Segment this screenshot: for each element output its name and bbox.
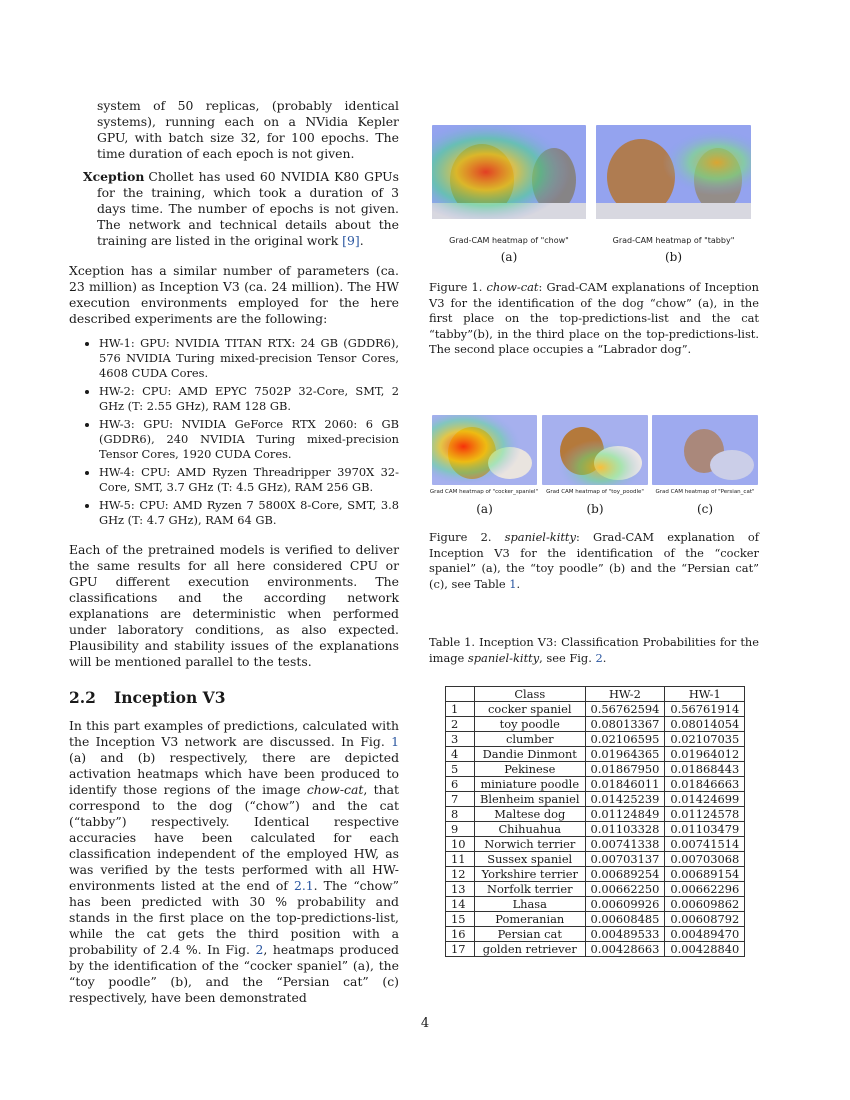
class-cell: Chihuahua [475, 822, 586, 837]
fig-ref-link[interactable]: 2 [595, 650, 603, 665]
probability-cell: 0.01964012 [665, 747, 745, 762]
class-cell: Maltese dog [475, 807, 586, 822]
rank-cell: 1 [446, 702, 475, 717]
class-cell: miniature poodle [475, 777, 586, 792]
probability-cell: 0.01124849 [585, 807, 665, 822]
probability-cell: 0.02106595 [585, 732, 665, 747]
table-row [446, 792, 745, 807]
rank-cell: 15 [446, 912, 475, 927]
probability-cell: 0.00689254 [585, 867, 665, 882]
list-item: • HW-2: CPU: AMD EPYC 7502P 32-Core, SMT, 2 GHz (T: 2.55 GHz), RAM 128 GB. [99, 384, 399, 414]
list-item: • HW-1: GPU: NVIDIA TITAN RTX: 24 GB (GDDR6), 576 NVIDIA Turing mixed-precision Tensor Cores, 4608 CUDA Cores. [99, 336, 399, 381]
class-cell: Pekinese [475, 762, 586, 777]
probability-cell: 0.01846011 [585, 777, 665, 792]
list-item: • HW-4: CPU: AMD Ryzen Threadripper 3970X 32-Core, SMT, 3.7 GHz (T: 4.5 GHz), RAM 256 GB. [99, 465, 399, 495]
citation-link[interactable]: [9] [342, 233, 360, 248]
table-row [446, 927, 745, 942]
table-row [446, 822, 745, 837]
tabby-heatmap-image [596, 125, 751, 219]
rank-cell: 16 [446, 927, 475, 942]
fig1-label-a: (a) [500, 250, 518, 264]
persian-cat-heatmap-image [652, 415, 758, 485]
fig2-subtitle-a: Grad CAM heatmap of "cocker_spaniel" [429, 489, 539, 495]
table-row [446, 837, 745, 852]
table-row [446, 942, 745, 957]
probability-cell: 0.00662296 [665, 882, 745, 897]
table-row [446, 867, 745, 882]
probability-cell: 0.01868443 [665, 762, 745, 777]
class-cell: Norwich terrier [475, 837, 586, 852]
probability-cell: 0.01103328 [585, 822, 665, 837]
header-cell: HW-1 [665, 687, 745, 702]
section-ref-link[interactable]: 2.1 [293, 878, 314, 893]
table-row [446, 717, 745, 732]
class-cell: Persian cat [475, 927, 586, 942]
probability-cell: 0.00608792 [665, 912, 745, 927]
rank-cell: 9 [446, 822, 475, 837]
probabilities-table [445, 686, 745, 957]
hw-intro-paragraph: Xception has a similar number of parameters (ca. 23 million) as Inception V3 (ca. 24 million). The HW execution environments employed for the here described experiments are the following: [69, 263, 399, 326]
rank-cell: 7 [446, 792, 475, 807]
class-cell: Norfolk terrier [475, 882, 586, 897]
list-item: • HW-3: GPU: NVIDIA GeForce RTX 2060: 6 GB (GDDR6), 240 NVIDIA Turing mixed-precision Tensor Cores, 1920 CUDA Cores. [99, 417, 399, 462]
class-cell: Dandie Dinmont [475, 747, 586, 762]
probability-cell: 0.00703068 [665, 852, 745, 867]
probability-cell: 0.02107035 [665, 732, 745, 747]
probability-cell: 0.00741338 [585, 837, 665, 852]
fig1-label-b: (b) [664, 250, 683, 264]
determinism-paragraph: Each of the pretrained models is verified to deliver the same results for all here considered CPU or GPU different execution environments. The classifications and the according network explanations are deterministic when performed under laboratory conditions, as also expected. Plausibility and stability issues of the explanations will be mentioned parallel to the tests. [69, 542, 399, 669]
fig1-subtitle-a: Grad-CAM heatmap of "chow" [449, 236, 569, 245]
rank-cell: 11 [446, 852, 475, 867]
probability-cell: 0.01424699 [665, 792, 745, 807]
rank-cell: 13 [446, 882, 475, 897]
class-cell: Sussex spaniel [475, 852, 586, 867]
left-column [69, 98, 399, 1006]
probability-cell: 0.00428840 [665, 942, 745, 957]
figure1-caption: Figure 1. chow-cat: Grad-CAM explanations of Inception V3 for the identification of the dog “chow” (a), in the first place on the top-predictions-list and the cat “tabby”(b), in the third place on the top-predictions-list. The second place occupies a “Labrador dog”. [429, 280, 759, 356]
xception-text: Chollet has used 60 NVIDIA K80 GPUs for the training, which took a duration of 3 days time. The number of epochs is not given. The network and technical details about the training are listed in the original work [97, 169, 399, 248]
rank-cell: 12 [446, 867, 475, 882]
fig1-subtitle-b: Grad-CAM heatmap of "tabby" [612, 236, 735, 245]
fig2-subtitle-b: Grad CAM heatmap of "toy_poodle" [546, 489, 644, 495]
hw-list [69, 336, 399, 528]
fig2-label-a: (a) [476, 502, 493, 516]
xception-label: Xception [83, 169, 145, 184]
table-row [446, 762, 745, 777]
probability-cell: 0.56761914 [665, 702, 745, 717]
rank-cell: 5 [446, 762, 475, 777]
header-cell [446, 687, 475, 702]
table-row [446, 897, 745, 912]
table-row [446, 747, 745, 762]
table-row [446, 807, 745, 822]
table-header-row [446, 687, 745, 702]
fig2-label-c: (c) [696, 502, 714, 516]
intro-continuation: system of 50 replicas, (probably identical systems), running each on a NVidia Kepler GPU, with batch size 32, for 100 epochs. The time duration of each epoch is not given. [97, 98, 399, 161]
class-cell: Pomeranian [475, 912, 586, 927]
probability-cell: 0.00428663 [585, 942, 665, 957]
class-cell: Blenheim spaniel [475, 792, 586, 807]
class-cell: cocker spaniel [475, 702, 586, 717]
table-row [446, 702, 745, 717]
rank-cell: 17 [446, 942, 475, 957]
fig2-label-b: (b) [586, 502, 604, 516]
section-heading [69, 690, 399, 706]
probability-cell: 0.01425239 [585, 792, 665, 807]
list-item: • HW-5: CPU: AMD Ryzen 7 5800X 8-Core, SMT, 3.8 GHz (T: 4.7 GHz), RAM 64 GB. [99, 498, 399, 528]
probability-cell: 0.08014054 [665, 717, 745, 732]
header-cell: Class [475, 687, 586, 702]
class-cell: toy poodle [475, 717, 586, 732]
rank-cell: 10 [446, 837, 475, 852]
probability-cell: 0.00609862 [665, 897, 745, 912]
class-cell: clumber [475, 732, 586, 747]
probability-cell: 0.00662250 [585, 882, 665, 897]
header-cell: HW-2 [585, 687, 665, 702]
probability-cell: 0.00608485 [585, 912, 665, 927]
table-row [446, 882, 745, 897]
class-cell: Lhasa [475, 897, 586, 912]
figure2-caption: Figure 2. spaniel-kitty: Grad-CAM explanation of Inception V3 for the identification of the “cocker spaniel” (a), the “toy poodle” (b) and the “Persian cat” (c), see Table 1. [429, 530, 759, 591]
section-number: 2.2 [69, 688, 96, 707]
cocker-spaniel-heatmap-image [432, 415, 537, 485]
xception-item: Xception Chollet has used 60 NVIDIA K80 GPUs for the training, which took a duration of 3 days time. The number of epochs is not given. The network and technical details about the training are listed in the original work [9]. [83, 169, 399, 248]
table-row [446, 777, 745, 792]
chow-heatmap-image [432, 125, 586, 219]
page-number: 4 [420, 1016, 430, 1031]
rank-cell: 4 [446, 747, 475, 762]
rank-cell: 3 [446, 732, 475, 747]
table-ref-link[interactable]: 1 [509, 576, 517, 591]
probability-cell: 0.01867950 [585, 762, 665, 777]
table-row [446, 732, 745, 747]
class-cell: golden retriever [475, 942, 586, 957]
probability-cell: 0.01103479 [665, 822, 745, 837]
fig-ref-link[interactable]: 1 [391, 734, 399, 749]
fig2-subtitle-c: Grad CAM heatmap of "Persian_cat" [655, 489, 755, 495]
probability-cell: 0.01124578 [665, 807, 745, 822]
table-body [446, 702, 745, 957]
probability-cell: 0.56762594 [585, 702, 665, 717]
fig-ref-link[interactable]: 2 [255, 942, 264, 957]
rank-cell: 14 [446, 897, 475, 912]
probability-cell: 0.00609926 [585, 897, 665, 912]
table-row [446, 852, 745, 867]
probability-cell: 0.01846663 [665, 777, 745, 792]
probability-cell: 0.08013367 [585, 717, 665, 732]
probability-cell: 0.00703137 [585, 852, 665, 867]
probability-cell: 0.01964365 [585, 747, 665, 762]
rank-cell: 6 [446, 777, 475, 792]
toy-poodle-heatmap-image [542, 415, 648, 485]
rank-cell: 2 [446, 717, 475, 732]
section-title: Inception V3 [113, 688, 226, 707]
table-row [446, 912, 745, 927]
probability-cell: 0.00489533 [585, 927, 665, 942]
rank-cell: 8 [446, 807, 475, 822]
probability-cell: 0.00489470 [665, 927, 745, 942]
probability-cell: 0.00741514 [665, 837, 745, 852]
probability-cell: 0.00689154 [665, 867, 745, 882]
class-cell: Yorkshire terrier [475, 867, 586, 882]
inception-paragraph: In this part examples of predictions, calculated with the Inception V3 network are discussed. In Fig. 1 (a) and (b) respectively, there are depicted activation heatmaps which have been produced to identify those regions of the image chow-cat, that correspond to the dog (“chow”) and the cat (“tabby”) respectively. Identical respective accuracies have been calculated for each classification independent of the employed HW, as was verified by the tests performed with all HW-environments listed at the end of 2.1. The “chow” has been predicted with 30 % probability and stands in the first place on the top-predictions-list, while the cat gets the third position with a probability of 2.4 %. In Fig. 2, heatmaps produced by the identification of the “cocker spaniel” (a), the “toy poodle” (b), and the “Persian cat” (c) respectively, have been demonstrated [69, 718, 399, 1005]
table1-caption: Table 1. Inception V3: Classification Probabilities for the image spaniel-kitty, see Fig. 2. [429, 635, 760, 665]
